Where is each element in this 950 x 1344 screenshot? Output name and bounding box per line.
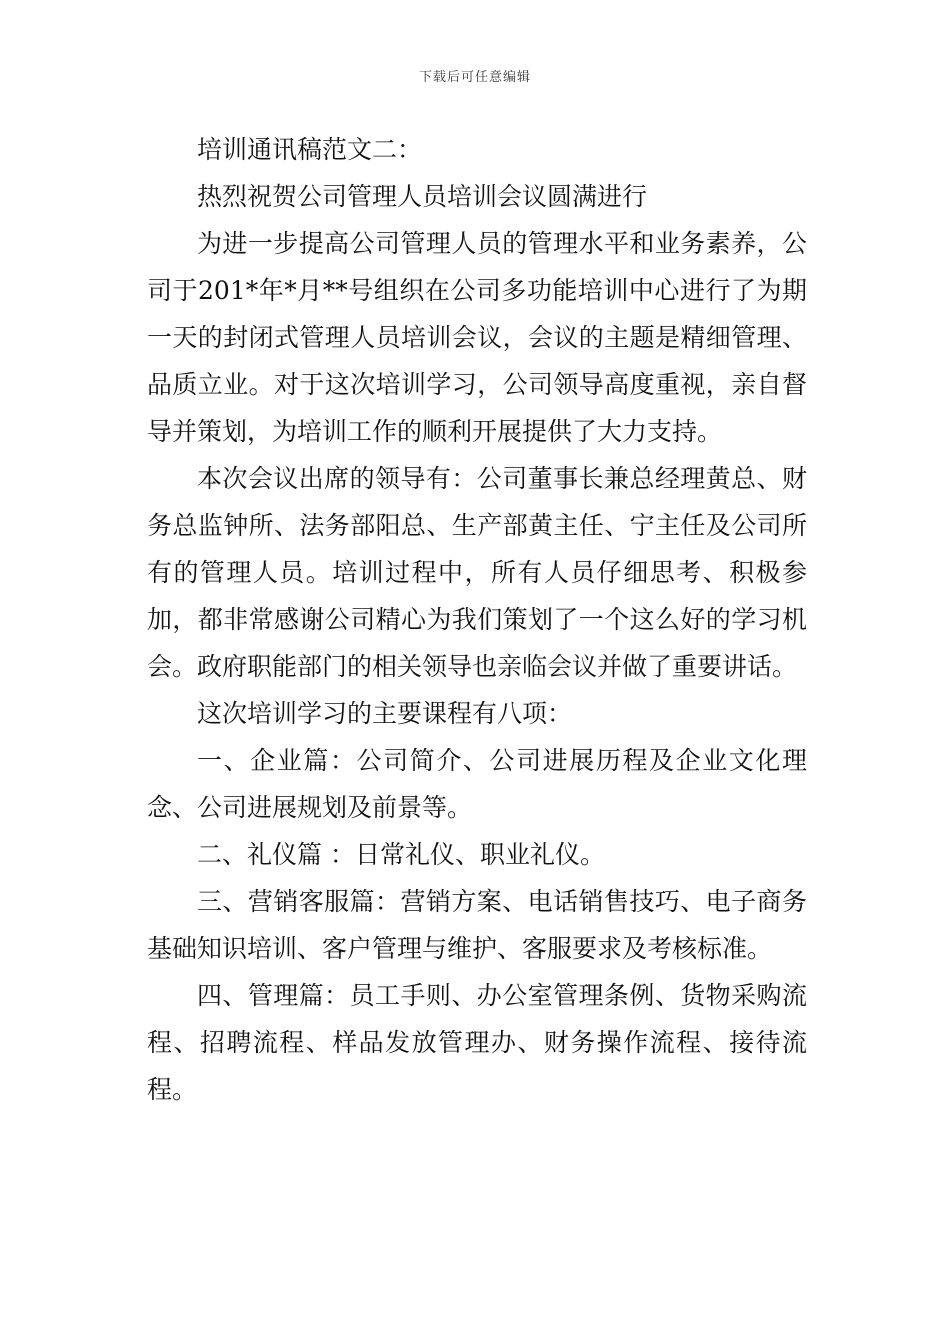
list-item-course-3: 三、营销客服篇：营销方案、电话销售技巧、电子商务基础知识培训、客户管理与维护、客服要求及考核标准。 bbox=[147, 887, 807, 963]
paragraph-intro: 为进一步提高公司管理人员的管理水平和业务素养，公司于201*年*月**号组织在公司多功能培训中心进行了为期一天的封闭式管理人员培训会议，会议的主题是精细管理、品质立业。对于这次培训学习，公司领导高度重视，亲自督导并策划，为培训工作的顺利开展提供了大力支持。 bbox=[147, 229, 807, 446]
article-headline: 热烈祝贺公司管理人员培训会议圆满进行 bbox=[197, 182, 648, 211]
document-body bbox=[147, 126, 807, 1113]
paragraph-attendees: 本次会议出席的领导有：公司董事长兼总经理黄总、财务总监钟所、法务部阳总、生产部黄主任、宁主任及公司所有的管理人员。培训过程中，所有人员仔细思考、积极参加，都非常感谢公司精心为我们策划了一个这么好的学习机会。政府职能部门的相关领导也亲临会议并做了重要讲话。 bbox=[147, 464, 807, 681]
paragraph-course-summary: 这次培训学习的主要课程有八项： bbox=[197, 699, 573, 728]
header-note: 下载后可任意编辑 bbox=[418, 70, 531, 85]
section-title: 培训通讯稿范文二： bbox=[197, 135, 423, 164]
list-item-course-4: 四、管理篇：员工手则、办公室管理条例、货物采购流程、招聘流程、样品发放管理办、财务操作流程、接待流程。 bbox=[147, 981, 807, 1104]
list-item-course-2: 二、礼仪篇 ：日常礼仪、职业礼仪。 bbox=[197, 840, 605, 869]
list-item-course-1: 一、企业篇：公司简介、公司进展历程及企业文化理念、公司进展规划及前景等。 bbox=[147, 746, 807, 822]
